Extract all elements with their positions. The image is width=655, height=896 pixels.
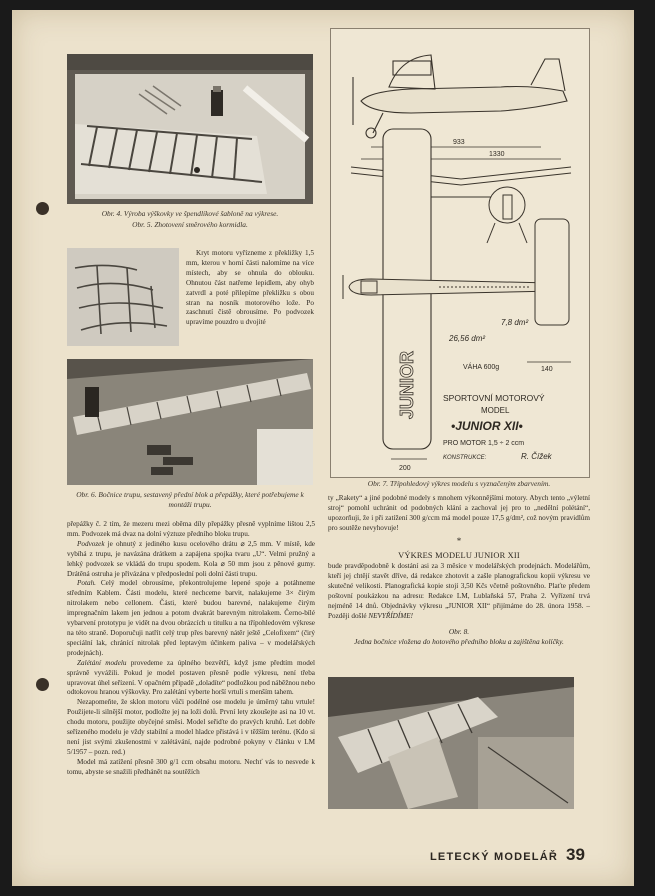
photo-fuselage-sides-illustration — [67, 359, 313, 485]
text-nevyridime: NEVYŘÍDÍME! — [368, 611, 414, 620]
paragraph-zaletani — [67, 659, 315, 699]
dim-140-label: 140 — [541, 366, 553, 373]
paragraph-5: Nezapomeňte, že sklon motoru vůči podélné ose modelu je úměrný tahu vrtule! Použijete-li silnější motor, podložte jej na loži dolů. První lety zkoušejte asi na 10 vt. chodu motoru, použijte obyčejné směsi. Model seřiďte do pravých kruhů. Let dobře seřízeného modelu je vždy stabilní a model hladce přistává i v těžším terénu. (Kdo si není jist svými zkušenostmi v zalétávání, najde podrobné pokyny v článku v LM 5/1957 – pozn. red.) — [67, 698, 315, 756]
binding-hole-bottom — [36, 678, 49, 691]
caption-obr5: Obr. 5. Zhotovení směrového kormidla. — [132, 220, 248, 229]
magazine-page — [12, 10, 634, 886]
paragraph-right-2 — [328, 562, 590, 621]
page-number: 39 — [566, 845, 585, 864]
dim-933-label: 933 — [453, 139, 465, 146]
caption-obr8-title: Obr. 8. — [448, 626, 470, 636]
title-line-4: PRO MOTOR 1,5 ÷ 2 ccm — [443, 440, 525, 447]
signature: R. Čížek — [521, 452, 552, 461]
area-tail-label: 7,8 dm² — [501, 318, 529, 327]
lead-zaletani: Zalétání modelu — [77, 658, 127, 667]
area-wing-label: 26,56 dm² — [449, 334, 486, 343]
paragraph-1: přepážky č. 2 tím, že mezeru mezi oběma díly přepážky přesně vyplníme lištou 2,5 mm. Podvozek má dvaz na dolní výztuze předního bloku trupu. — [67, 520, 315, 538]
page-footer — [430, 845, 585, 865]
binding-hole-top — [36, 202, 49, 215]
section-heading: VÝKRES MODELU JUNIOR XII — [398, 550, 520, 560]
dim-200-label: 200 — [399, 465, 411, 472]
caption-obr6: Obr. 6. Bočnice trupu, sestavený přední blok a přepážky, které potřebujeme k montáži trupu. — [76, 490, 304, 509]
text-podvozek: je ohnutý z jediného kusu ocelového drátu ⌀ 2,5 mm. V místě, kde vybíhá z trupu, je navázána drátkem a zapájena spojka tvaru „U“. Velmi pružný a lehký podvozek se vkládá do trupu spodem. Kola ⌀ 50 mm jsou z pěnové gumy. Drátěná ostruha je přivázána v předposlední poli dolní části trupu. — [67, 539, 315, 578]
photo-fuselage-assembly-illustration — [328, 677, 574, 809]
text-kryt-motoru — [186, 249, 314, 328]
right-column-text — [328, 494, 590, 647]
title-line-3: •JUNIOR XII• — [451, 419, 523, 433]
photo-wing-jig-illustration — [67, 54, 313, 204]
title-line-1: SPORTOVNÍ MOTOROVÝ — [443, 393, 545, 403]
three-view-plan-svg — [331, 29, 589, 477]
fuselage-name-label: JUNIOR — [397, 350, 417, 419]
text-potah: Celý model obrousíme, překontrolujeme lepené spoje a potáhneme středním Kablem. Části modelu, které nechceme barvit, nalakujeme 3× čirým nitrolakem nebo cellonem. Části, které budou barevné, nalakujeme čirým impregnačním lakem jen jednou a potom dvakrát barevným nitrolakem. Černo-bílé vybarvení prototypu je vidět na dvou obrázcích u titulku a na třípohledovém výkrese na této straně. Doporučuji natřít celý trup přes barevný nátěr ještě „Celofixem“ (čirý speciální lak, chránící nitrolak před leptavým účinkem paliva – v modelářských prodejnách). — [67, 579, 315, 657]
weight-label: VÁHA 600g — [463, 364, 500, 371]
three-view-drawing — [330, 28, 590, 478]
lead-potah: Potah. — [77, 579, 96, 588]
caption-obr8-text: Jedna bočnice vložena do hotového předního bloku a zajištěna kolíčky. — [354, 636, 564, 646]
text-order-info: bude pravděpodobně k dostání asi za 3 měsíce v modelářských prodejnách. Modelářům, kteří jej chtějí stavět dříve, dá redakce zhotovit a zašle planografickou kopii výkresu ve skutečné velikosti. Planografická kopie stojí 3,50 Kčs včetně poštovného. Plaťte předem poštovní poukázkou na adresu: Redakce LM, Lublaňská 57, Praha 2. Vyřízení trvá nejméně 14 dnů. Objednávky výkresu „JUNIOR XII“ přijímáme do 28. února 1958. – Později došlé — [328, 562, 590, 620]
paragraph-potah — [67, 579, 315, 658]
section-star: * — [456, 535, 462, 546]
paragraph-6: Model má zatížení přesně 300 g/1 ccm obsahu motoru. Nechť vás to nesvede k tomu, abyste se snažili předhánět na soutěžích — [67, 757, 315, 776]
caption-obr7: Obr. 7. Třípohledový výkres modelu s vyznačeným zbarvením. — [367, 479, 551, 488]
paragraph-kryt: Kryt motoru vyřízneme z překližky 1,5 mm, kterou v horní části nalomíme na více místech, aby se ohnula do oblouku. Ohnutou část natřeme lepidlem, aby ohyb zatvrdl a poté přilepíme překližku s obou stran na nosník motorového lože. Po zaschnutí čistě obrousíme. Po podvozek upravíme pouzdro u dvojité — [186, 249, 314, 327]
paragraph-right-1: ty „Rakety“ a jiné podobné modely s mnohem výkonnějšími motory. Abych tento „výletní stroj“ pomohl uchránit od podobných klání a zachoval jej pro to „nedělní polétání“, upozorňuji, že i při zatížení 300 g/ccm má model pouze 17,5 g/dm², což novým pravidlům pro soutěže nevyhovuje! — [328, 494, 590, 532]
dim-1330-label: 1330 — [489, 151, 505, 158]
photo-former-parts-illustration — [67, 248, 179, 346]
title-line-5: KONSTRUKCE: — [443, 455, 487, 461]
paragraph-podvozek — [67, 540, 315, 580]
photo-cowling — [67, 248, 179, 346]
lead-podvozek: Podvozek — [77, 539, 105, 548]
photo-obr8 — [328, 677, 574, 809]
magazine-name: LETECKÝ MODELÁŘ — [430, 851, 558, 863]
photo-obr6 — [67, 359, 313, 485]
caption-obr4: Obr. 4. Výroba výškovky ve špendlíkové šabloně na výkrese. — [101, 209, 279, 218]
photo-obr4 — [67, 54, 313, 204]
left-column-text — [67, 520, 315, 778]
text-zaletani: provedeme za úplného bezvětří, když jsme předtím model správně vyvážili. Pokud je model postaven přesně podle výkresu, není třeba upravovat úhel seřízení. V opačném případě „doladíte“ podložkou pod náběžnou nebo odtokovou hranou výškovky. Pro zalétání vyberte horší vrtuli s menším tahem. — [67, 658, 316, 697]
title-line-2: MODEL — [481, 406, 510, 415]
